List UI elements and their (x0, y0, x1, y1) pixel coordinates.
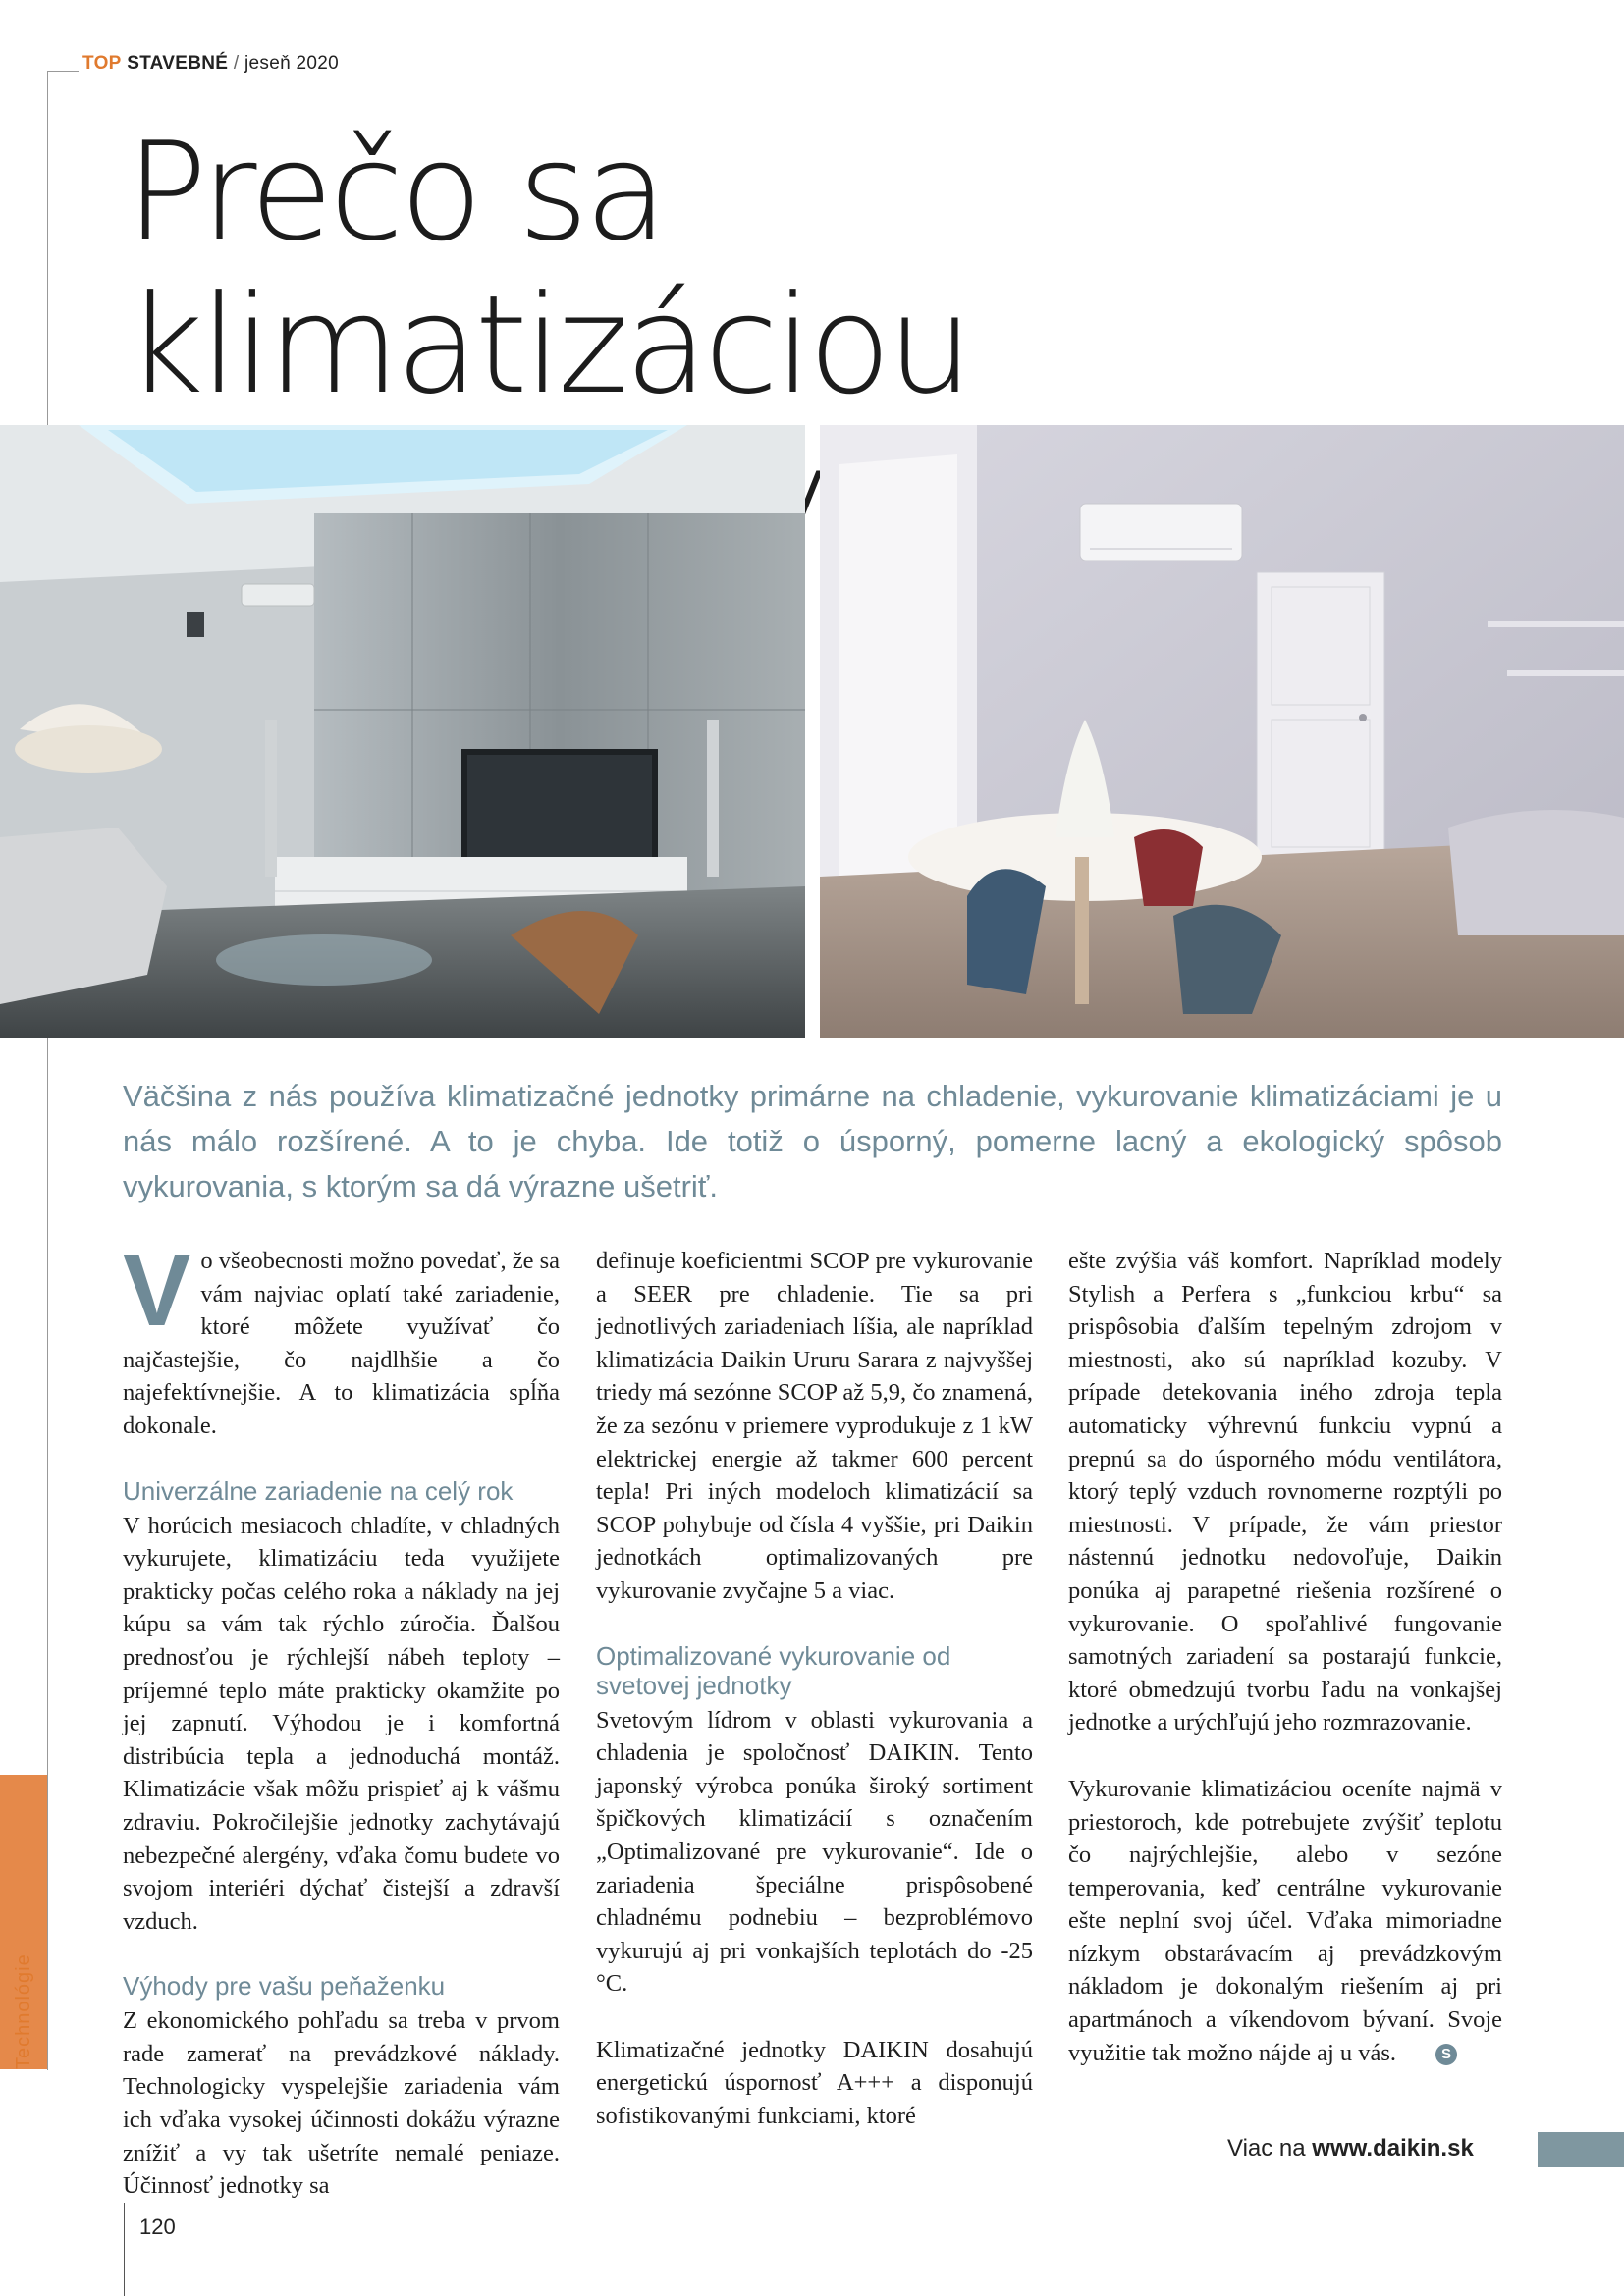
subheading-universal: Univerzálne zariadenie na celý rok (123, 1475, 514, 1506)
page-number-rule (124, 2203, 125, 2296)
section-label: Technológie (13, 1953, 34, 2069)
page-number: 120 (139, 2215, 176, 2239)
paragraph-scop: definuje koeficientmi SCOP pre vykurovanie a SEER pre chladenie. Tie sa pri jednotlivých zariadeniach líšia, ale napríklad klimatizácia Daikin Ururu Sarara z najvyššej triedy má sezónne SCOP až 5,9, čo znamená, že za sezónu v priemere vyprodukuje z 1 kW elektrickej energie až takmer 600 percent tepla! Pri iných modeloch klimatizácií sa SCOP pohybuje od čísla 4 vyššie, pri Daikin jednotkách optimalizovaných pre vykurovanie zvyčajne 5 a viac. (596, 1248, 1033, 1604)
more-info-bar (1538, 2132, 1624, 2167)
brand-name: STAVEBNÉ (127, 53, 229, 74)
paragraph-gap (596, 2001, 1033, 2034)
article-lead: Väčšina z nás používa klimatizačné jednotky primárne na chladenie, vykurovanie klimatizáciami je u nás málo rozšírené. A to je chyba. Ide totiž o úsporný, pomerne lacný a ekologický spôsob vykurovania, s ktorým sa dá výrazne ušetriť. (123, 1079, 1502, 1203)
paragraph-universal: V horúcich mesiacoch chladíte, v chladných vykurujete, klimatizáciu teda využijete prakticky počas celého roka a náklady na jej kúpu sa vám tak rýchlo zúročia. Ďalšou prednosťou je rýchlejší nábeh teploty – príjemné teplo máte prakticky okamžite po jej zapnutí. Výhodou je i komfortná distribúcia tepla a jednoduchá montáž. Klimatizácie však môžu prispieť aj k vášmu zdraviu. Pokročilejšie jednotky zachytávajú nebezpečné alergény, vďaka čomu budete vo svojom interiéri dýchať čistejší a zdravší vzduch. (123, 1512, 560, 1935)
subheading-optimized: Optimalizované vykurovanie od svetovej jednotky (596, 1640, 951, 1700)
more-info-prefix: Viac na (1227, 2135, 1313, 2162)
end-mark-icon: S (1435, 2044, 1457, 2065)
brand-top: TOP (82, 53, 122, 74)
intro-paragraph: o všeobecnosti možno povedať, že sa vám najviac oplatí také zariadenie, ktoré môžete využívať čo najčastejšie, čo najdlhšie a čo najefektívnejšie. A to klimatizácia spĺňa dokonale. (123, 1248, 560, 1439)
title-line-1: Prečo sa klimatizáciou (126, 113, 970, 424)
issue-date: jeseň 2020 (244, 53, 339, 74)
paragraph-efficiency: Klimatizačné jednotky DAIKIN dosahujú energetickú úspornosť A+++ a disponujú sofistikovanými funkciami, ktoré (596, 2036, 1033, 2130)
living-room-photo (0, 425, 805, 1038)
paragraph-gap (1068, 1739, 1502, 1773)
dropcap: V (123, 1234, 191, 1348)
paragraph-features: ešte zvýšia váš komfort. Napríklad modely Stylish a Perfera s „funkciou krbu“ sa prispôsobia ďalším tepelným zdrojom v miestnosti, ako sú napríklad kozuby. V prípade detekovania iného zdroja tepla automaticky výhrevnú funkciu vypnú a prepnú sa do úsporného módu ventilátora, ktorý teplý vzduch rovnomerne rozptýli po miestnosti. V prípade, že vám priestor nástennú jednotku nedovoľuje, Daikin ponúka aj parapetné riešenia rozšírené o vykurovanie. O spoľahlivé fungovanie samotných zariadení sa postarajú funkcie, ktoré obmedzujú tvorbu ľadu na vonkajšej jednotke a urýchľujú jeho rozmrazovanie. (1068, 1248, 1502, 1736)
website-link[interactable]: www.daikin.sk (1312, 2135, 1474, 2162)
article-column-2 (596, 1245, 1033, 2133)
paragraph-wallet: Z ekonomického pohľadu sa treba v prvom rade zamerať na prevádzkové náklady. Technologicky vyspelejšie zariadenia vám ich vďaka vysokej účinnosti dokážu výrazne znížiť a vy tak ušetríte nemalé peniaze. Účinnosť jednotky sa (123, 2007, 560, 2200)
article-column-3 (1068, 1245, 1502, 2069)
paragraph-daikin-leader: Svetovým lídrom v oblasti vykurovania a chladenia je spoločnosť DAIKIN. Tento japonský výrobca ponúka široký sortiment špičkových klimatizácií s označením „Optimalizované pre vykurovanie“. Ide o zariadenia špeciálne prispôsobené chladnému podnebiu – bezproblémovo vykurujú aj pri vonkajších teplotách do -25 °C. (596, 1706, 1033, 1998)
subheading-wallet: Výhody pre vašu peňaženku (123, 1971, 446, 2002)
frame-line-left (47, 71, 48, 2070)
article-column-1 (123, 1234, 560, 2203)
header-separator: / (228, 53, 245, 74)
frame-line-top (47, 71, 79, 72)
dining-room-photo (820, 425, 1624, 1038)
running-header (82, 53, 339, 75)
more-info (1227, 2135, 1474, 2163)
paragraph-conclusion (1068, 1773, 1502, 2069)
conclusion-text: Vykurovanie klimatizáciou oceníte najmä v priestoroch, kde potrebujete zvýšiť teplotu čo najrýchlejšie, alebo v sezóne temperovania, keď centrálne vykurovanie ešte neplní svoj účel. Vďaka mimoriadne nízkym obstarávacím aj prevádzkovým nákladom je dokonalým riešením aj pri apartmánoch a víkendovom bývaní. Svoje využitie tak možno nájde aj u vás. (1068, 1775, 1502, 2066)
